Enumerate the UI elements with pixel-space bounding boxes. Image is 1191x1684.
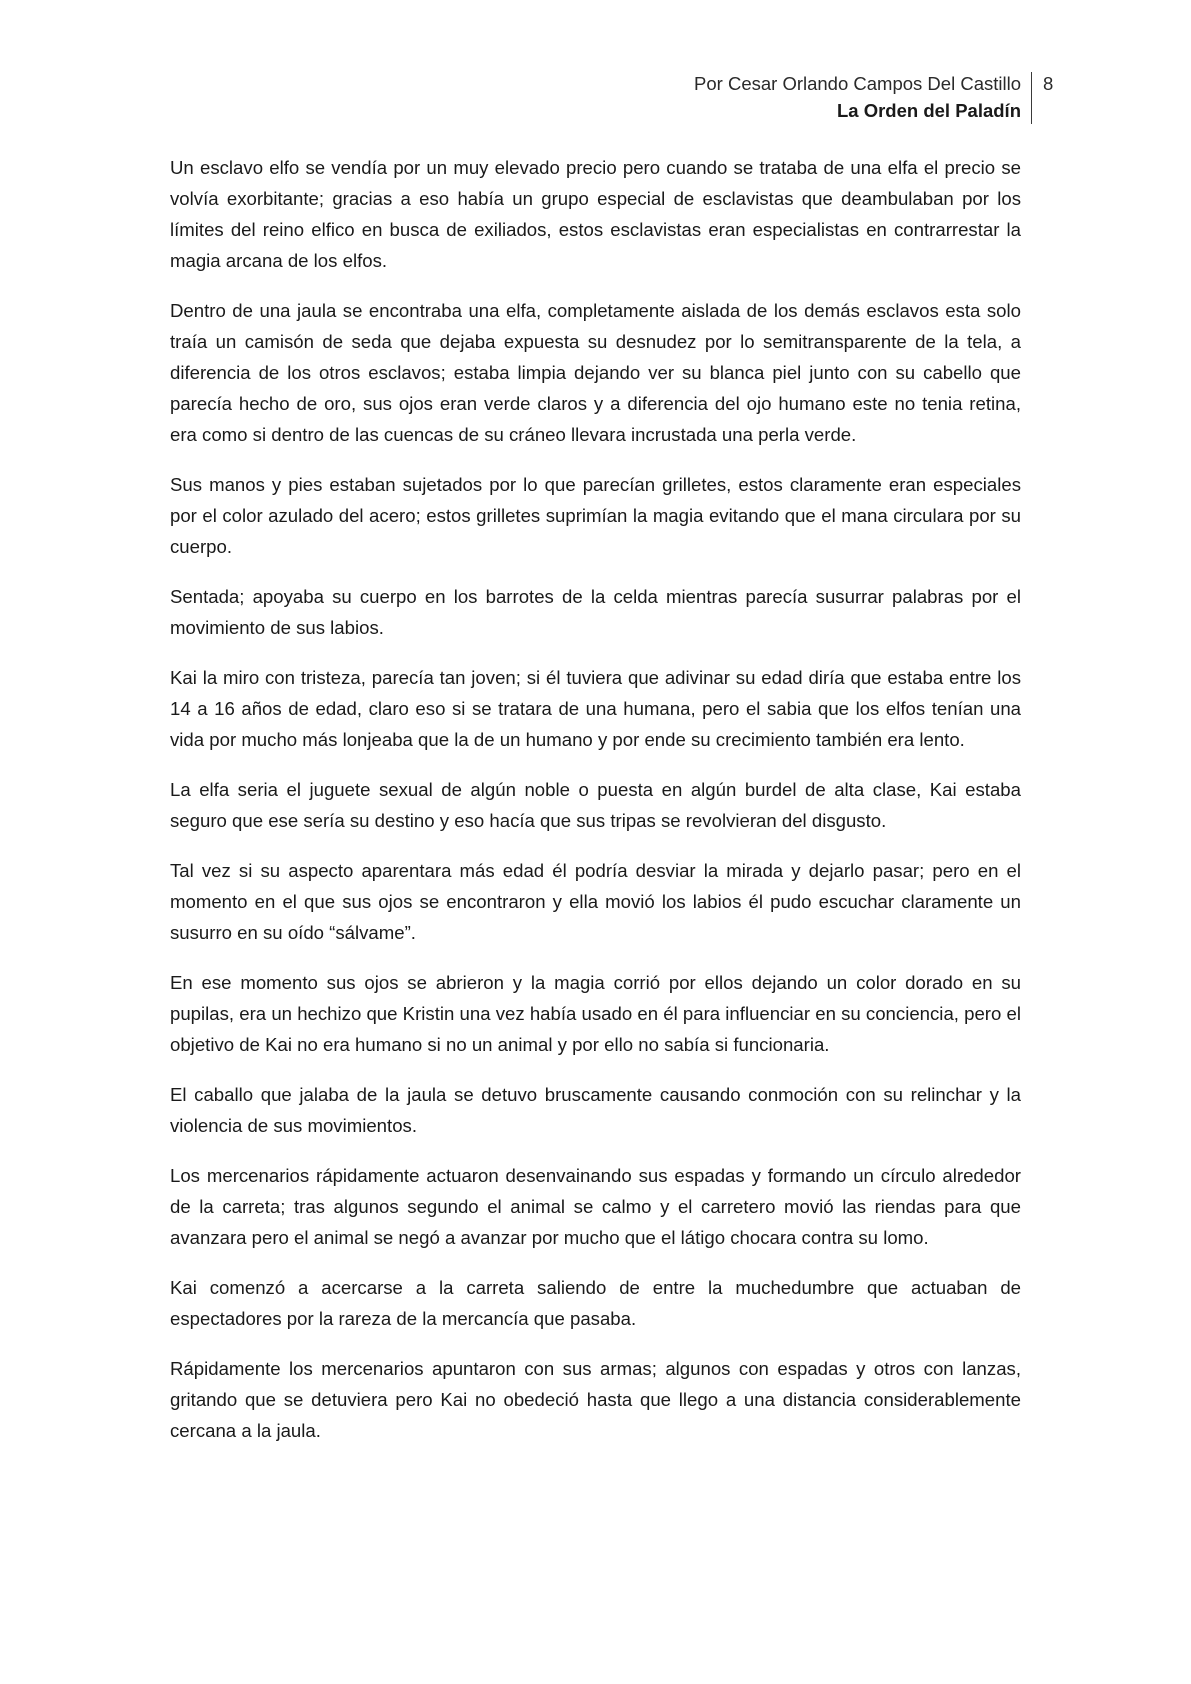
paragraph: Kai la miro con tristeza, parecía tan joven; si él tuviera que adivinar su edad diría que estaba entre los 14 a 16 años de edad, claro eso si se tratara de una humana, pero el sabia que los elfos tenían una vida por mucho más lonjeaba que la de un humano y por ende su crecimiento también era lento. bbox=[170, 667, 1021, 750]
header-book-title: La Orden del Paladín bbox=[836, 100, 1021, 121]
page-header bbox=[694, 70, 1021, 124]
paragraph: Los mercenarios rápidamente actuaron desenvainando sus espadas y formando un círculo alrededor de la carreta; tras algunos segundo el animal se calmo y el carretero movió las riendas para que avanzara pero el animal se negó a avanzar por mucho que el látigo chocara contra su lomo. bbox=[170, 1165, 1021, 1248]
page-body bbox=[170, 152, 1021, 1465]
paragraph: Kai comenzó a acercarse a la carreta saliendo de entre la muchedumbre que actuaban de espectadores por la rareza de la mercancía que pasaba. bbox=[170, 1277, 1021, 1329]
paragraph: Dentro de una jaula se encontraba una elfa, completamente aislada de los demás esclavos esta solo traía un camisón de seda que dejaba expuesta su desnudez por lo semitransparente de la tela, a diferencia de los otros esclavos; estaba limpia dejando ver su blanca piel junto con su cabello que parecía hecho de oro, sus ojos eran verde claros y a diferencia del ojo humano este no tenia retina, era como si dentro de las cuencas de su cráneo llevara incrustada una perla verde. bbox=[170, 300, 1021, 445]
paragraph: Sus manos y pies estaban sujetados por lo que parecían grilletes, estos claramente eran especiales por el color azulado del acero; estos grilletes suprimían la magia evitando que el mana circulara por su cuerpo. bbox=[170, 474, 1021, 557]
paragraph: Tal vez si su aspecto aparentara más edad él podría desviar la mirada y dejarlo pasar; pero en el momento en el que sus ojos se encontraron y ella movió los labios él pudo escuchar claramente un susurro en su oído “sálvame”. bbox=[170, 860, 1021, 943]
paragraph: La elfa seria el juguete sexual de algún noble o puesta en algún burdel de alta clase, Kai estaba seguro que ese sería su destino y eso hacía que sus tripas se revolvieran del disgusto. bbox=[170, 779, 1021, 831]
paragraph: Sentada; apoyaba su cuerpo en los barrotes de la celda mientras parecía susurrar palabras por el movimiento de sus labios. bbox=[170, 586, 1021, 638]
page-number: 8 bbox=[1043, 73, 1054, 94]
paragraph: Un esclavo elfo se vendía por un muy elevado precio pero cuando se trataba de una elfa el precio se volvía exorbitante; gracias a eso había un grupo especial de esclavistas que deambulaban por los límites del reino elfico en busca de exiliados, estos esclavistas eran especialistas en contrarrestar la magia arcana de los elfos. bbox=[170, 157, 1021, 271]
paragraph: En ese momento sus ojos se abrieron y la magia corrió por ellos dejando un color dorado en su pupilas, era un hechizo que Kristin una vez había usado en él para influenciar en su conciencia, pero el objetivo de Kai no era humano si no un animal y por ello no sabía si funcionaria. bbox=[170, 972, 1021, 1055]
header-divider bbox=[1031, 72, 1032, 124]
paragraph: Rápidamente los mercenarios apuntaron con sus armas; algunos con espadas y otros con lanzas, gritando que se detuviera pero Kai no obedeció hasta que llego a una distancia considerablemente cercana a la jaula. bbox=[170, 1358, 1021, 1441]
paragraph: El caballo que jalaba de la jaula se detuvo bruscamente causando conmoción con su relinchar y la violencia de sus movimientos. bbox=[170, 1084, 1021, 1136]
header-author: Por Cesar Orlando Campos Del Castillo bbox=[694, 73, 1021, 94]
